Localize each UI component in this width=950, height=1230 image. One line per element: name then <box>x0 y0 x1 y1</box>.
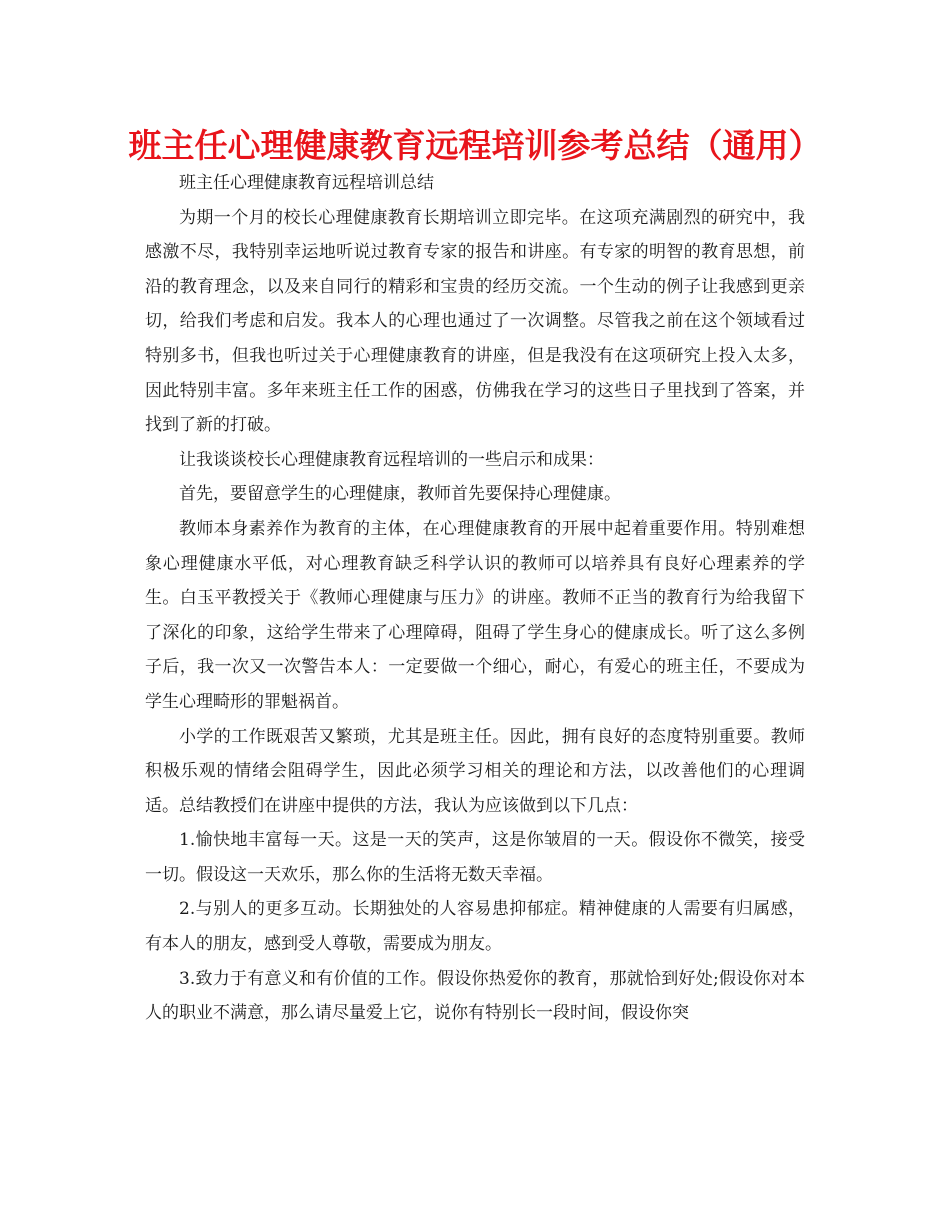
body-paragraph: 教师本身素养作为教育的主体，在心理健康教育的开展中起着重要作用。特别难想象心理健康水平低，对心理教育缺乏科学认识的教师可以培养具有良好心理素养的学生。白玉平教授关于《教师心理健康与压力》的讲座。教师不正当的教育行为给我留下了深化的印象，这给学生带来了心理障碍，阻碍了学生身心的健康成长。听了这么多例子后，我一次又一次警告本人：一定要做一个细心，耐心，有爱心的班主任，不要成为学生心理畸形的罪魁祸首。 <box>145 518 805 712</box>
document-title: 班主任心理健康教育远程培训参考总结（通用） <box>128 126 822 165</box>
body-paragraph: 小学的工作既艰苦又繁琐，尤其是班主任。因此，拥有良好的态度特别重要。教师积极乐观的情绪会阻碍学生，因此必须学习相关的理论和方法，以改善他们的心理调适。总结教授们在讲座中提供的方法，我认为应该做到以下几点： <box>145 726 805 816</box>
body-paragraph: 让我谈谈校长心理健康教育远程培训的一些启示和成果： <box>179 449 604 470</box>
list-item-1: 1.愉快地丰富每一天。这是一天的笑声，这是你皱眉的一天。假设你不微笑，接受一切。假设这一天欢乐，那么你的生活将无数天幸福。 <box>145 830 805 885</box>
document-body <box>145 166 805 1031</box>
body-paragraph: 首先，要留意学生的心理健康，教师首先要保持心理健康。 <box>179 484 621 505</box>
list-item-3: 3.致力于有意义和有价值的工作。假设你热爱你的教育，那就恰到好处;假设你对本人的职业不满意，那么请尽量爱上它，说你有特别长一段时间，假设你突 <box>145 968 805 1024</box>
subtitle-paragraph: 班主任心理健康教育远程培训总结 <box>179 173 434 193</box>
body-paragraph: 为期一个月的校长心理健康教育长期培训立即完毕。在这项充满剧烈的研究中，我感激不尽，我特别幸运地听说过教育专家的报告和讲座。有专家的明智的教育思想，前沿的教育理念，以及来自同行的精彩和宝贵的经历交流。一个生动的例子让我感到更亲切，给我们考虑和启发。我本人的心理也通过了一次调整。尽管我之前在这个领域看过特别多书，但我也听过关于心理健康教育的讲座，但是我没有在这项研究上投入太多，因此特别丰富。多年来班主任工作的困惑，仿佛我在学习的这些日子里找到了答案，并找到了新的打破。 <box>145 207 805 436</box>
list-item-2: 2.与别人的更多互动。长期独处的人容易患抑郁症。精神健康的人需要有归属感，有本人的朋友，感到受人尊敬，需要成为朋友。 <box>145 899 805 955</box>
